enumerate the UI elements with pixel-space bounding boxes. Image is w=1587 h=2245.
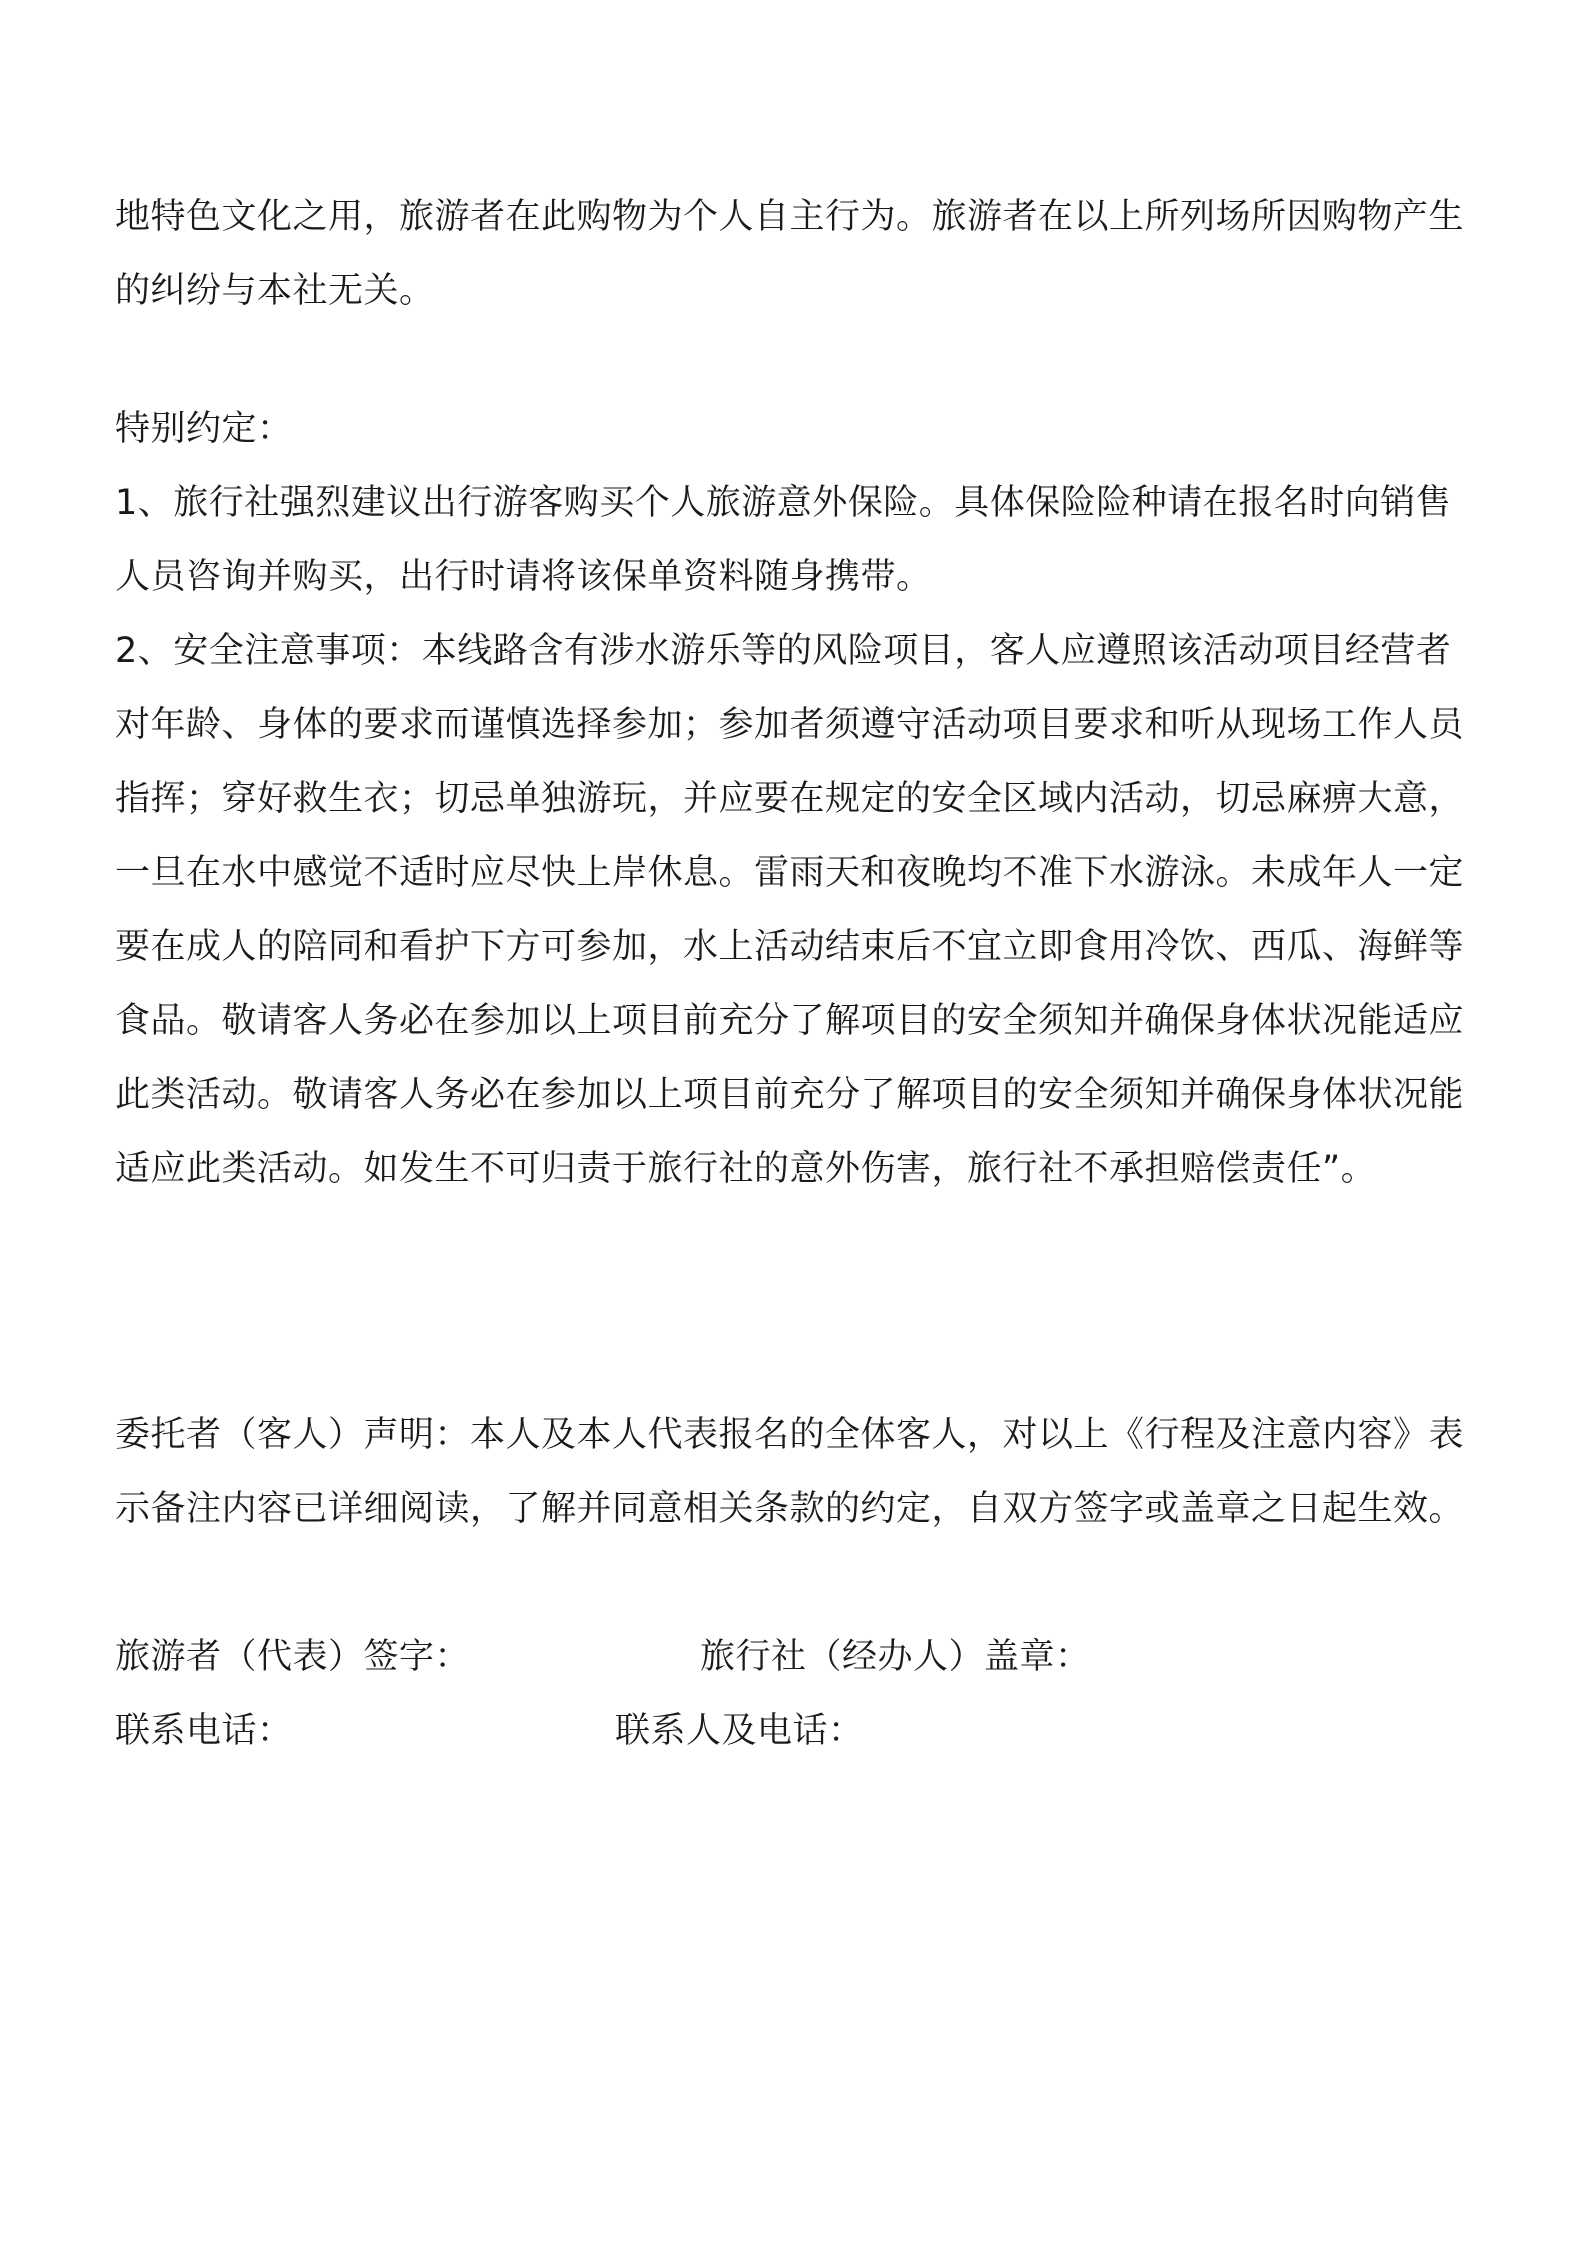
intro-continuation-paragraph: 地特色文化之用，旅游者在此购物为个人自主行为。旅游者在以上所列场所因购物产生的纠纷与本社无关。: [115, 197, 1465, 311]
agency-seal-label: 旅行社（经办人）盖章：: [700, 1637, 1091, 1677]
traveler-phone-label: 联系电话：: [115, 1711, 293, 1751]
special-item-insurance: 1、旅行社强烈建议出行游客购买个人旅游意外保险。具体保险险种请在报名时向销售人员咨询并购买，出行时请将该保单资料随身携带。: [115, 483, 1452, 597]
agency-contact-label: 联系人及电话：: [615, 1711, 864, 1751]
special-item-safety: 2、安全注意事项：本线路含有涉水游乐等的风险项目，客人应遵照该活动项目经营者对年龄、身体的要求而谨慎选择参加；参加者须遵守活动项目要求和听从现场工作人员指挥；穿好救生衣；切忌单独游玩，并应要在规定的安全区域内活动，切忌麻痹大意，一旦在水中感觉不适时应尽快上岸休息。雷雨天和夜晚均不准下水游泳。未成年人一定要在成人的陪同和看护下方可参加，水上活动结束后不宜立即食用冷饮、西瓜、海鲜等食品。敬请客人务必在参加以上项目前充分了解项目的安全须知并确保身体状况能适应此类活动。敬请客人务必在参加以上项目前充分了解项目的安全须知并确保身体状况能适应此类活动。如发生不可归责于旅行社的意外伤害，旅行社不承担赔偿责任”。: [115, 631, 1465, 1189]
traveler-signature-label: 旅游者（代表）签字：: [115, 1637, 471, 1677]
customer-declaration: 委托者（客人）声明：本人及本人代表报名的全体客人，对以上《行程及注意内容》表示备注内容已详细阅读，了解并同意相关条款的约定，自双方签字或盖章之日起生效。: [115, 1415, 1465, 1529]
special-agreement-heading: 特别约定：: [115, 409, 293, 449]
